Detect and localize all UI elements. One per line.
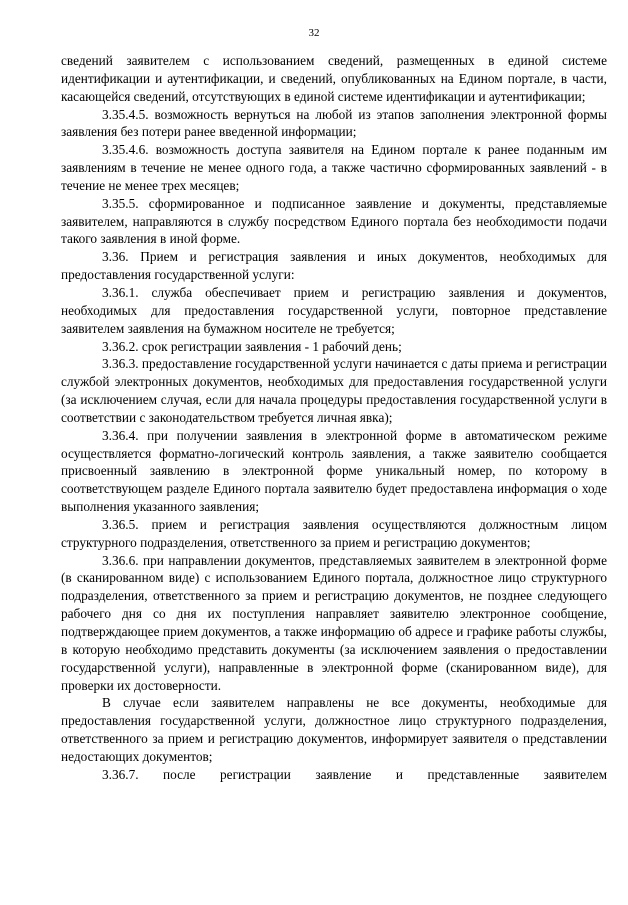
- document-body: [61, 52, 607, 784]
- paragraph: В случае если заявителем направлены не все документы, необходимые для предоставления государственной услуги, должностное лицо структурного подразделения, ответственного за прием и регистрацию документов, информирует заявителя о представлении недостающих документов;: [61, 695, 607, 764]
- paragraph: 3.36.4. при получении заявления в электронной форме в автоматическом режиме осуществляется форматно-логический контроль заявления, а также заявителю сообщается присвоенный заявлению в электронной форме уникальный номер, по которому в соответствующем разделе Единого портала заявителю будет предоставлена информация о ходе выполнения указанного заявления;: [61, 427, 607, 515]
- paragraph: 3.35.4.5. возможность вернуться на любой из этапов заполнения электронной формы заявления без потери ранее введенной информации;: [61, 106, 607, 140]
- paragraph: 3.36.5. прием и регистрация заявления осуществляются должностным лицом структурного подразделения, ответственного за прием и регистрацию документов;: [61, 516, 607, 550]
- paragraph: 3.36.1. служба обеспечивает прием и регистрацию заявления и документов, необходимых для предоставления государственной услуги, повторное представление заявителем заявления на бумажном носителе не требуется;: [61, 284, 607, 336]
- page-number: 32: [308, 27, 320, 39]
- paragraph: 3.36.3. предоставление государственной услуги начинается с даты приема и регистрации службой электронных документов, необходимых для предоставления государственной услуги (за исключением случая, если для начала процедуры предоставления государственной услуги в соответствии с законодательством требуется личная явка);: [61, 356, 607, 425]
- paragraph: 3.35.4.6. возможность доступа заявителя на Едином портале к ранее поданным им заявлениям в течение не менее одного года, а также частично сформированных заявлений - в течение не менее трех месяцев;: [61, 142, 607, 193]
- paragraph: 3.36.6. при направлении документов, представляемых заявителем в электронной форме (в сканированном виде) с использованием Единого портала, должностное лицо структурного подразделения, ответственного за прием и регистрацию документов, не позднее следующего рабочего дня со дня их поступления направляет заявителю электронное сообщение, подтверждающее прием документов, а также информацию об адресе и графике работы службы, в которую необходимо представить документы (за исключением заявления о предоставлении государственной услуги), направленные в электронной форме (сканированном виде), для проверки их достоверности.: [61, 552, 607, 693]
- paragraph: 3.36. Прием и регистрация заявления и иных документов, необходимых для предоставления государственной услуги:: [61, 249, 607, 283]
- paragraph: сведений заявителем с использованием сведений, размещенных в единой системе идентификации и аутентификации, и сведений, опубликованных на Едином портале, в части, касающейся сведений, отсутствующих в единой системе идентификации и аутентификации;: [61, 53, 607, 104]
- paragraph: 3.35.5. сформированное и подписанное заявление и документы, представляемые заявителем, направляются в службу посредством Единого портала без необходимости подачи такого заявления в иной форме.: [61, 195, 607, 247]
- paragraph: 3.36.2. срок регистрации заявления - 1 рабочий день;: [102, 338, 402, 354]
- paragraph: 3.36.7. после регистрации заявление и представленные заявителем: [102, 766, 607, 782]
